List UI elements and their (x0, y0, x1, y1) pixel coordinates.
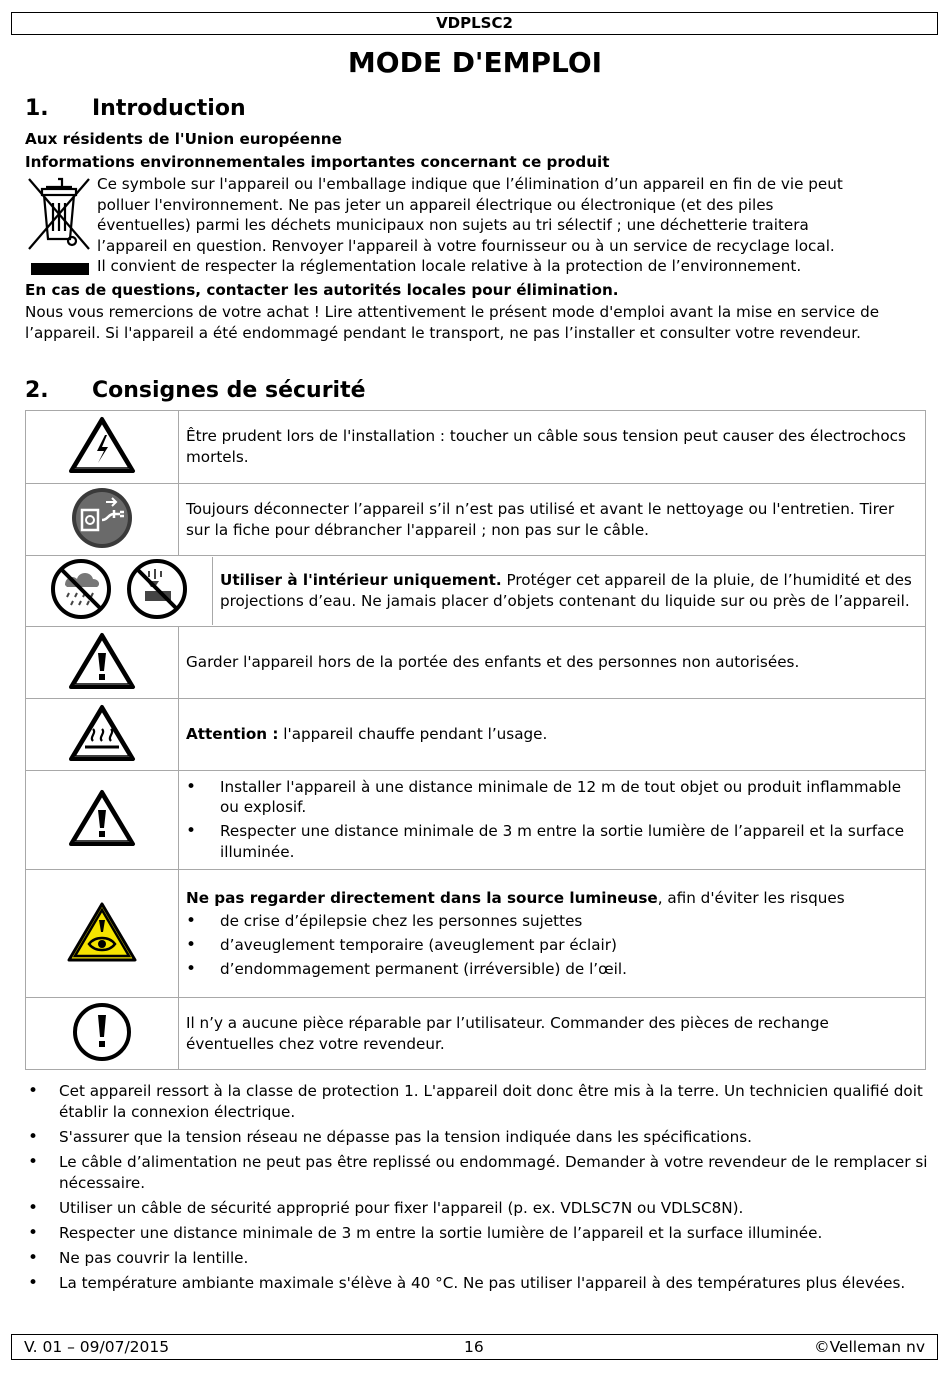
safety-table (25, 410, 926, 1070)
safety-bullets (186, 911, 919, 979)
page-header (11, 12, 938, 35)
safety-row (26, 484, 926, 556)
no-liquid-icon (125, 557, 189, 621)
safety-text: Utiliser à l'intérieur uniquement. Protéger cet appareil de la pluie, de l’humidité et des projections d’eau. Ne jamais placer d’objets contenant du liquide sur ou près de l’appareil. (220, 571, 912, 610)
list-item: • d’aveuglement temporaire (aveuglement par éclair) (186, 935, 919, 956)
section-1-heading (25, 95, 246, 123)
section-title: Introduction (92, 96, 246, 121)
hot-surface-icon (67, 703, 137, 763)
copyright: ©Velleman nv (814, 1338, 925, 1356)
page-title: MODE D'EMPLOI (347, 46, 603, 79)
safety-text: Attention : l'appareil chauffe pendant l’usage. (179, 699, 926, 771)
safety-text: Ne pas regarder directement dans la source lumineuse, afin d'éviter les risques • de crise d’épilepsie chez les personnes sujettes • d’aveuglement temporaire (aveuglement par éclair) • d’endommagement permanent (irréversible) de l’œil. (179, 870, 926, 998)
safety-text: Toujours déconnecter l’appareil s’il n’est pas utilisé et avant le nettoyage ou l'entretien. Tirer sur la fiche pour débrancher l'appareil ; non pas sur le câble. (179, 484, 926, 556)
section-title: Consignes de sécurité (92, 378, 366, 403)
section-number: 1. (25, 96, 49, 121)
weee-bin-icon (26, 173, 92, 275)
list-item: • Cet appareil ressort à la classe de protection 1. L'appareil doit donc être mis à la terre. Un technicien qualifié doit établir la connexion électrique. (25, 1081, 930, 1122)
safety-icon-cell (26, 998, 179, 1070)
environment-subheading: Informations environnementales importantes concernant ce produit (25, 153, 610, 171)
list-item: • Installer l'appareil à une distance minimale de 12 m de tout objet ou produit inflammable ou explosif. (186, 777, 919, 818)
section-number: 2. (25, 378, 49, 403)
safety-row (26, 411, 926, 484)
safety-text (179, 771, 926, 870)
list-item: • Utiliser un câble de sécurité approprié pour fixer l'appareil (p. ex. VDLSC7N ou VDLSC8N). (25, 1198, 930, 1219)
general-warning-icon (67, 788, 137, 848)
electric-shock-warning-icon (67, 415, 137, 475)
safety-icon-cell (26, 699, 179, 771)
list-item: • de crise d’épilepsie chez les personnes sujettes (186, 911, 919, 932)
safety-row (26, 627, 926, 699)
list-item: • d’endommagement permanent (irréversible) de l’œil. (186, 959, 919, 980)
mandatory-info-icon (71, 1001, 133, 1063)
safety-icon-cell (26, 771, 179, 870)
safety-row (26, 998, 926, 1070)
contact-authorities-text: En cas de questions, contacter les autorités locales pour élimination. (25, 281, 619, 299)
weee-text: Ce symbole sur l'appareil ou l'emballage indique que l’élimination d’un appareil en fin de vie peut polluer l'environnement. Ne pas jeter un appareil électrique ou électronique (et des piles éventuelles) parmi les déchets municipaux non sujets au tri sélectif ; une déchetterie traitera l’appareil en question. Renvoyer l'appareil à votre fournisseur ou à un service de recyclage local. Il convient de respecter la réglementation locale relative à la protection de l’environnement. (97, 175, 843, 276)
safety-row (26, 870, 926, 998)
general-warning-icon (67, 631, 137, 691)
list-item: • La température ambiante maximale s'élève à 40 °C. Ne pas utiliser l'appareil à des températures plus élevées. (25, 1273, 930, 1294)
safety-icon-cell (26, 870, 179, 998)
no-rain-icon (49, 557, 113, 621)
unplug-icon (70, 486, 134, 550)
general-safety-list (25, 1081, 930, 1299)
safety-text: Il n’y a aucune pièce réparable par l’utilisateur. Commander des pièces de rechange éventuelles chez votre revendeur. (179, 998, 926, 1070)
safety-icon-cell (26, 557, 213, 625)
list-item: • Le câble d’alimentation ne peut pas être replissé ou endommagé. Demander à votre revendeur de le remplacer si nécessaire. (25, 1152, 930, 1193)
safety-row (26, 556, 926, 627)
safety-icon-cell (26, 627, 179, 699)
safety-row (26, 699, 926, 771)
eye-hazard-icon (65, 900, 139, 964)
safety-icon-cell (26, 411, 179, 484)
model-name: VDPLSC2 (436, 14, 513, 32)
safety-bullets (186, 777, 919, 862)
list-item: • S'assurer que la tension réseau ne dépasse pas la tension indiquée dans les spécifications. (25, 1127, 930, 1148)
list-item: • Respecter une distance minimale de 3 m entre la sortie lumière de l’appareil et la surface illuminée. (186, 821, 919, 862)
page-number: 16 (464, 1338, 484, 1356)
page-footer (11, 1334, 938, 1360)
safety-text: Garder l'appareil hors de la portée des enfants et des personnes non autorisées. (179, 627, 926, 699)
safety-row (26, 771, 926, 870)
list-item: • Respecter une distance minimale de 3 m entre la sortie lumière de l’appareil et la surface illuminée. (25, 1223, 930, 1244)
eu-residents-subheading: Aux résidents de l'Union européenne (25, 130, 342, 148)
list-item: • Ne pas couvrir la lentille. (25, 1248, 930, 1269)
section-2-heading (25, 377, 366, 405)
safety-icon-cell (26, 484, 179, 556)
safety-text: Être prudent lors de l'installation : toucher un câble sous tension peut causer des électrochocs mortels. (179, 411, 926, 484)
version-date: V. 01 – 09/07/2015 (24, 1338, 170, 1356)
thanks-paragraph: Nous vous remercions de votre achat ! Lire attentivement le présent mode d'emploi avant la mise en service de l’appareil. Si l'appareil a été endommagé pendant le transport, ne pas l’installer et consulter votre revendeur. (25, 303, 880, 342)
